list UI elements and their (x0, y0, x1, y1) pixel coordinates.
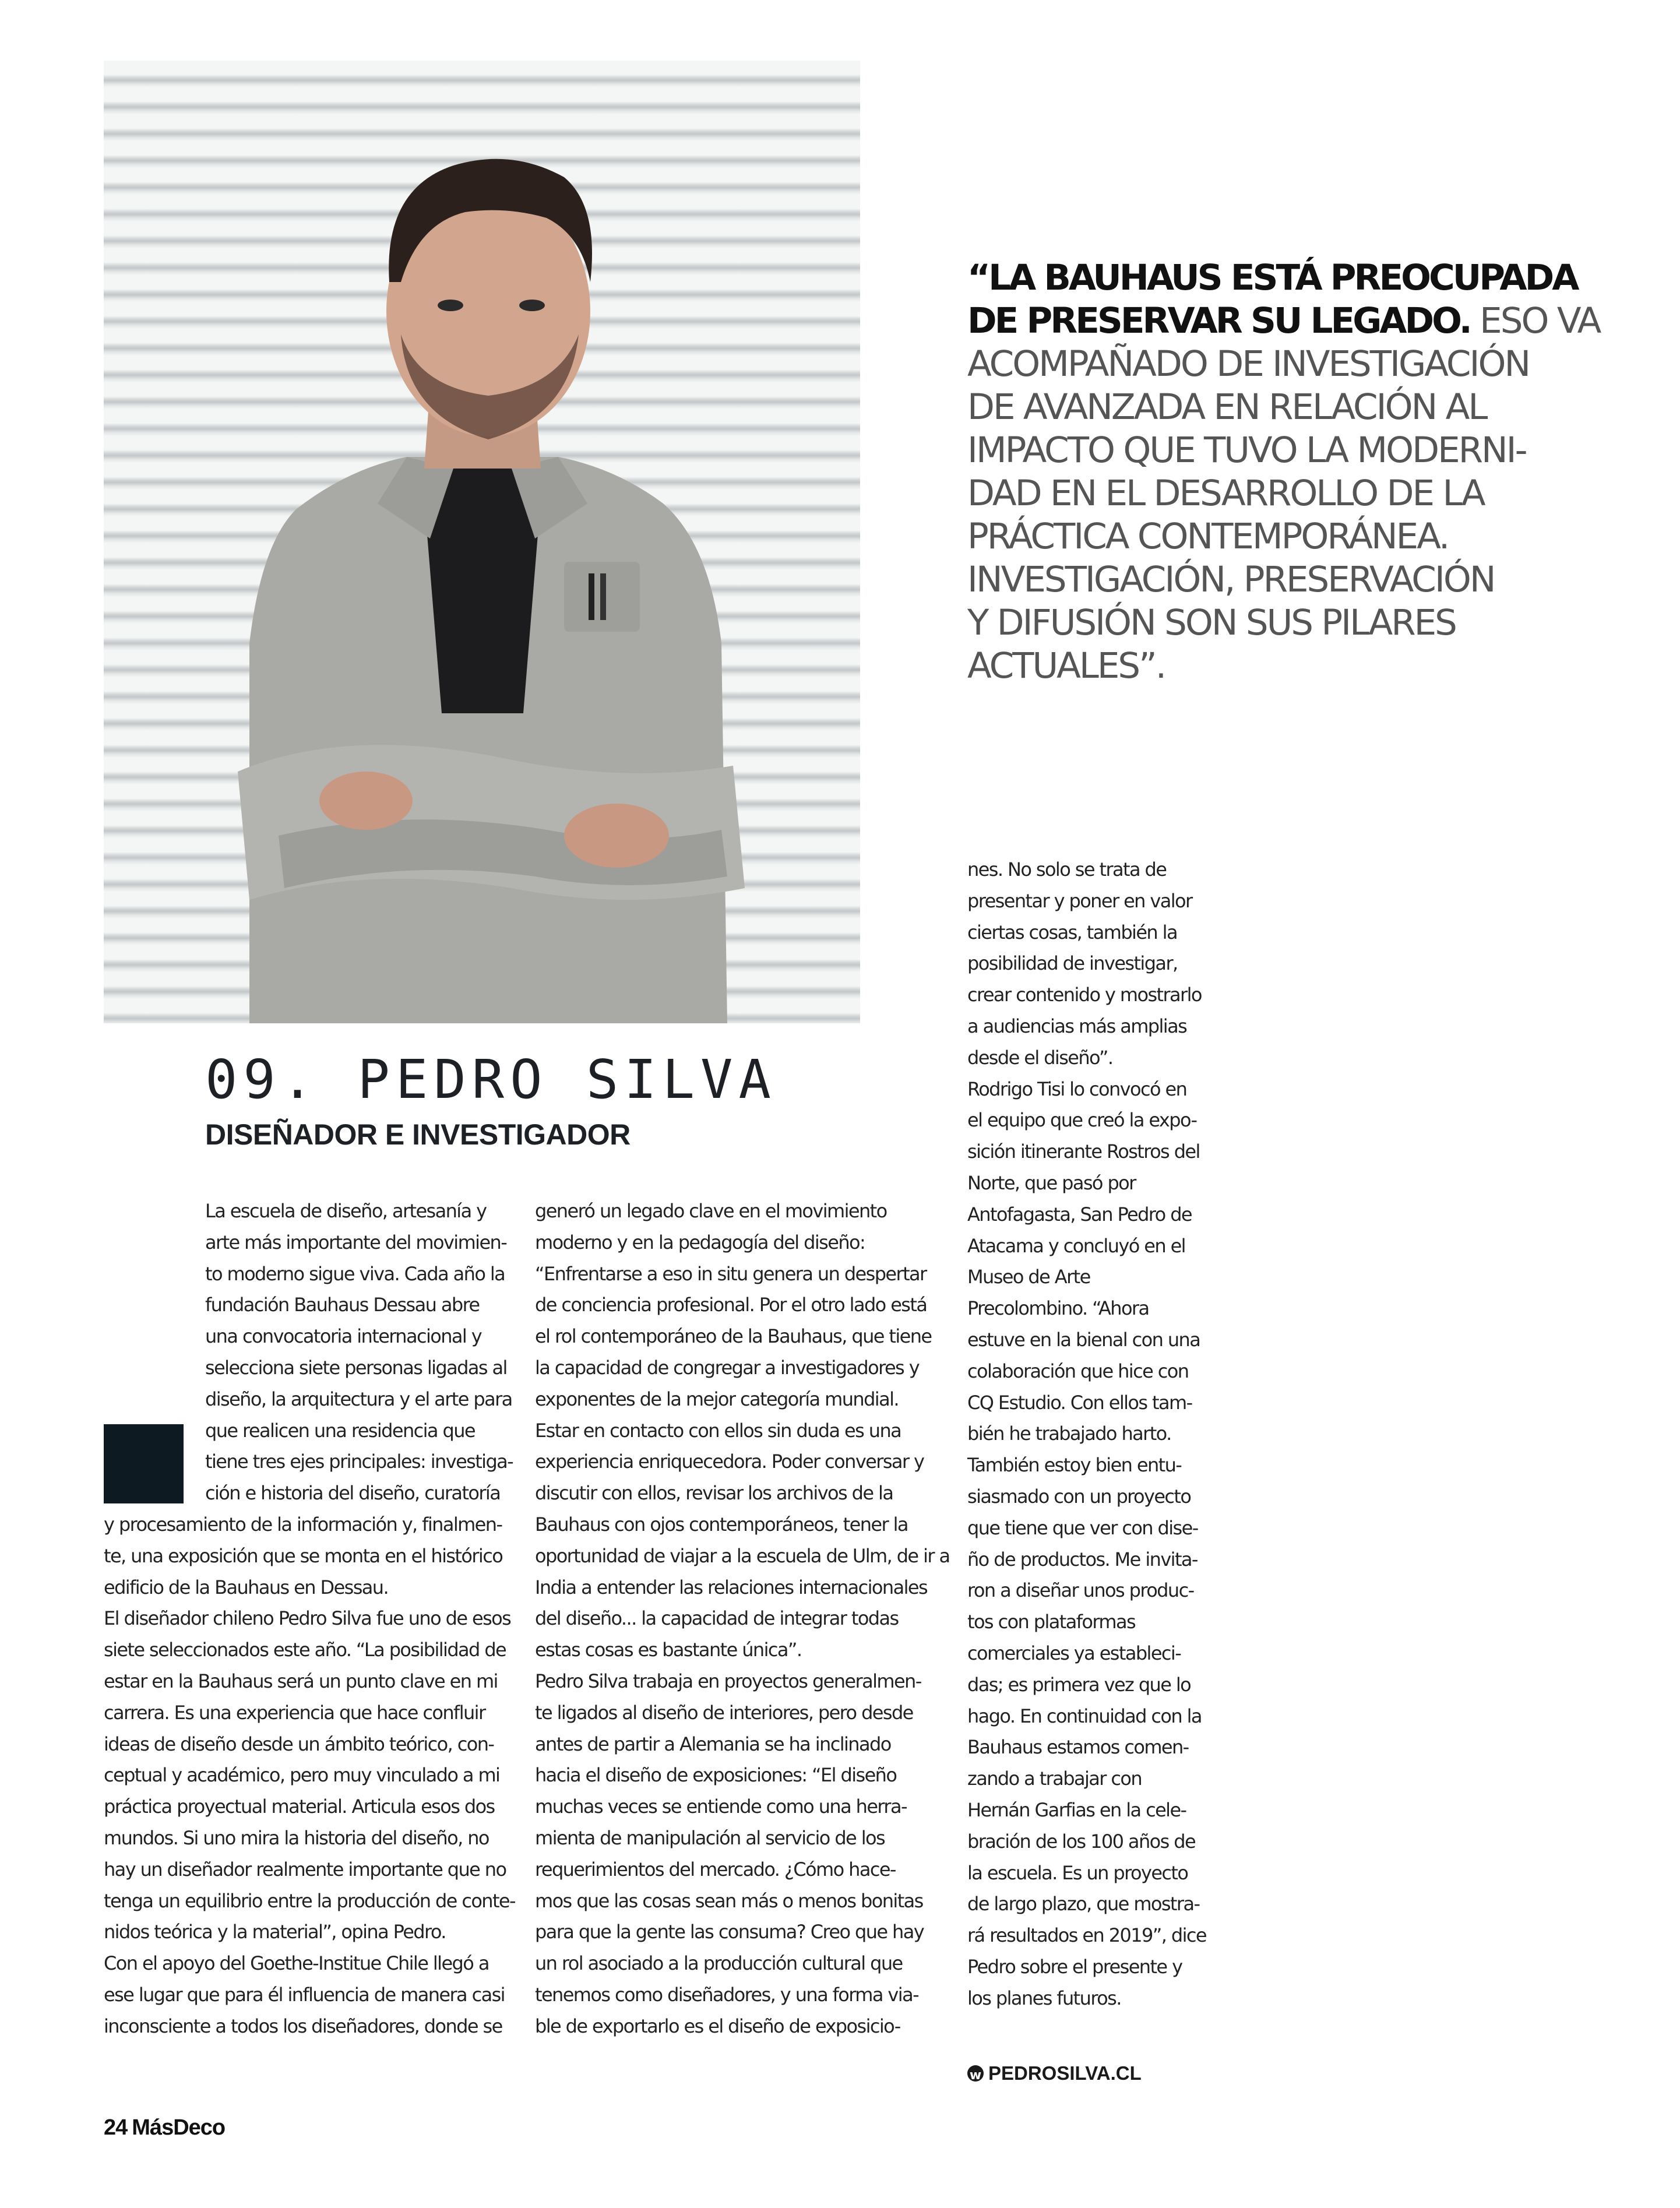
body-column-1-indented (205, 1196, 513, 1509)
text-line: Precolombino. “Ahora (967, 1297, 1149, 1320)
text-line: colaboración que hice con (967, 1360, 1189, 1382)
text-line: Pedro sobre el presente y (967, 1955, 1182, 1978)
text-line: la escuela. Es un proyecto (967, 1861, 1188, 1884)
quote-line: DE PRESERVAR SU LEGADO. (967, 300, 1470, 341)
text-line: nes. No solo se trata de (967, 858, 1167, 881)
text-line: tenemos como diseñadores, y una forma via- (535, 1983, 919, 2006)
text-line: ciertas cosas, también la (967, 921, 1177, 943)
text-line: selecciona siete personas ligadas al (205, 1356, 507, 1379)
text-line: El diseñador chileno Pedro Silva fue uno de esos (104, 1607, 511, 1630)
body-column-1 (104, 1509, 515, 2043)
text-line: zando a trabajar con (967, 1767, 1142, 1790)
page-folio (104, 2114, 225, 2141)
text-line: muchas veces se entiende como una herra- (535, 1795, 907, 1818)
text-line: que tiene que ver con dise- (967, 1516, 1198, 1539)
text-line: una convocatoria internacional y (205, 1325, 482, 1348)
text-line: ción e historia del diseño, curatoría (205, 1482, 501, 1505)
text-line: Rodrigo Tisi lo convocó en (967, 1077, 1187, 1100)
text-line: ño de productos. Me invita- (967, 1548, 1198, 1570)
text-line: ese lugar que para él influencia de manera casi (104, 1983, 505, 2006)
text-line: comerciales ya estableci- (967, 1642, 1181, 1664)
text-line: Hernán Garfias en la cele- (967, 1798, 1186, 1821)
text-line: te ligados al diseño de interiores, pero desde (535, 1701, 913, 1724)
text-line: siete seleccionados este año. “La posibilidad de (104, 1639, 506, 1661)
text-line: estar en la Bauhaus será un punto clave en mi (104, 1670, 498, 1692)
quote-line: ESO VA (1470, 300, 1600, 341)
text-line: ideas de diseño desde un ámbito teórico, con- (104, 1732, 494, 1755)
body-column-2 (535, 1196, 950, 2043)
web-icon (967, 2065, 984, 2082)
text-line: Bauhaus estamos comen- (967, 1736, 1189, 1759)
text-line: crear contenido y mostrarlo (967, 984, 1202, 1006)
text-line: a audiencias más amplias (967, 1015, 1187, 1037)
text-line: ron a diseñar unos produc- (967, 1579, 1194, 1602)
text-line: hacia el diseño de exposiciones: “El diseño (535, 1764, 897, 1787)
quote-line: ACOMPAÑADO DE INVESTIGACIÓN (967, 343, 1530, 385)
text-line: para que la gente las consuma? Creo que hay (535, 1921, 924, 1943)
text-line: rá resultados en 2019”, dice (967, 1924, 1206, 1947)
text-line: tiene tres ejes principales: investiga- (205, 1450, 513, 1473)
text-line: mos que las cosas sean más o menos bonitas (535, 1889, 923, 1912)
text-line: hago. En continuidad con la (967, 1705, 1202, 1727)
pull-quote (967, 256, 1626, 688)
body-column-3 (967, 854, 1206, 2014)
text-line: discutir con ellos, revisar los archivos de la (535, 1482, 893, 1505)
text-line: te, una exposición que se monta en el histórico (104, 1544, 503, 1567)
website-credit[interactable] (967, 2062, 1142, 2085)
text-line: el rol contemporáneo de la Bauhaus, que tiene (535, 1325, 932, 1348)
text-line: presentar y poner en valor (967, 889, 1192, 912)
text-line: posibilidad de investigar, (967, 952, 1178, 975)
text-line: siasmado con un proyecto (967, 1485, 1191, 1508)
text-line: de conciencia profesional. Por el otro lado está (535, 1294, 927, 1316)
portrait-photo (104, 61, 860, 1023)
text-line: estas cosas es bastante única”. (535, 1639, 802, 1661)
text-line: oportunidad de viajar a la escuela de Ulm, de ir a (535, 1544, 950, 1567)
text-line: estuve en la bienal con una (967, 1328, 1200, 1351)
text-line: generó un legado clave en el movimiento (535, 1200, 887, 1222)
quote-line: DE AVANZADA EN RELACIÓN AL (967, 386, 1487, 428)
article-subtitle: DISEÑADOR E INVESTIGADOR (205, 1118, 631, 1151)
text-line: Antofagasta, San Pedro de (967, 1203, 1192, 1226)
text-line: mienta de manipulación al servicio de los (535, 1826, 885, 1849)
text-line: Museo de Arte (967, 1266, 1090, 1288)
website-label[interactable]: PEDROSILVA.CL (988, 2062, 1142, 2084)
text-line: ble de exportarlo es el diseño de exposicio- (535, 2015, 900, 2037)
text-line: Atacama y concluyó en el (967, 1234, 1185, 1257)
text-line: bién he trabajado harto. (967, 1422, 1171, 1445)
text-line: “Enfrentarse a eso in situ genera un despertar (535, 1262, 927, 1285)
article-title: 09. PEDRO SILVA (205, 1048, 777, 1111)
quote-line: DAD EN EL DESARROLLO DE LA (967, 473, 1484, 514)
text-line: exponentes de la mejor categoría mundial. (535, 1388, 899, 1410)
text-line: y procesamiento de la información y, finalmen- (104, 1513, 502, 1536)
text-line: Norte, que pasó por (967, 1171, 1136, 1194)
text-line: inconsciente a todos los diseñadores, donde se (104, 2015, 502, 2037)
page-number: 24 (104, 2115, 128, 2140)
text-line: los planes futuros. (967, 1987, 1121, 2009)
text-line: CQ Estudio. Con ellos tam- (967, 1391, 1192, 1414)
text-line: experiencia enriquecedora. Poder conversar y (535, 1450, 924, 1473)
quote-line: IMPACTO QUE TUVO LA MODERNI- (967, 429, 1526, 471)
text-line: La escuela de diseño, artesanía y (205, 1200, 487, 1222)
text-line: Bauhaus con ojos contemporáneos, tener la (535, 1513, 908, 1536)
text-line: mundos. Si uno mira la historia del diseño, no (104, 1826, 489, 1849)
magazine-brand: MásDeco (132, 2115, 226, 2140)
text-line: Con el apoyo del Goethe-Institue Chile llegó a (104, 1952, 489, 1975)
text-line: fundación Bauhaus Dessau abre (205, 1294, 480, 1316)
text-line: del diseño... la capacidad de integrar todas (535, 1607, 899, 1630)
quote-line: PRÁCTICA CONTEMPORÁNEA. (967, 516, 1449, 557)
portrait-illustration (104, 61, 860, 1023)
text-line: moderno y en la pedagogía del diseño: (535, 1231, 865, 1253)
text-line: das; es primera vez que lo (967, 1673, 1191, 1696)
text-line: desde el diseño”. (967, 1046, 1113, 1069)
text-line: También estoy bien entu- (967, 1454, 1182, 1477)
quote-line: ACTUALES”. (967, 645, 1165, 686)
text-line: un rol asociado a la producción cultural que (535, 1952, 903, 1975)
quote-line: Y DIFUSIÓN SON SUS PILARES (967, 602, 1456, 643)
text-line: diseño, la arquitectura y el arte para (205, 1388, 512, 1410)
text-line: tos con plataformas (967, 1611, 1136, 1633)
text-line: práctica proyectual material. Articula esos dos (104, 1795, 495, 1818)
text-line: sición itinerante Rostros del (967, 1140, 1200, 1163)
text-line: India a entender las relaciones internacionales (535, 1576, 928, 1598)
text-line: nidos teórica y la material”, opina Pedro. (104, 1921, 446, 1943)
text-line: Pedro Silva trabaja en proyectos generalmen- (535, 1670, 921, 1692)
text-line: arte más importante del movimien- (205, 1231, 507, 1253)
text-line: hay un diseñador realmente importante que no (104, 1858, 506, 1881)
text-line: la capacidad de congregar a investigadores y (535, 1356, 920, 1379)
text-line: tenga un equilibrio entre la producción de conte- (104, 1889, 515, 1912)
quote-line: INVESTIGACIÓN, PRESERVACIÓN (967, 559, 1495, 600)
text-line: bración de los 100 años de (967, 1830, 1196, 1853)
text-line: to moderno sigue viva. Cada año la (205, 1262, 505, 1285)
text-line: carrera. Es una experiencia que hace confluir (104, 1701, 485, 1724)
text-line: edificio de la Bauhaus en Dessau. (104, 1576, 389, 1598)
text-line: que realicen una residencia que (205, 1419, 475, 1442)
text-line: Estar en contacto con ellos sin duda es una (535, 1419, 901, 1442)
accent-square (104, 1424, 184, 1503)
text-line: de largo plazo, que mostra- (967, 1893, 1200, 1915)
text-line: el equipo que creó la expo- (967, 1109, 1197, 1132)
quote-line: “LA BAUHAUS ESTÁ PREOCUPADA (967, 257, 1577, 298)
text-line: ceptual y académico, pero muy vinculado a mi (104, 1764, 500, 1787)
text-line: requerimientos del mercado. ¿Cómo hace- (535, 1858, 896, 1881)
text-line: antes de partir a Alemania se ha inclinado (535, 1732, 891, 1755)
